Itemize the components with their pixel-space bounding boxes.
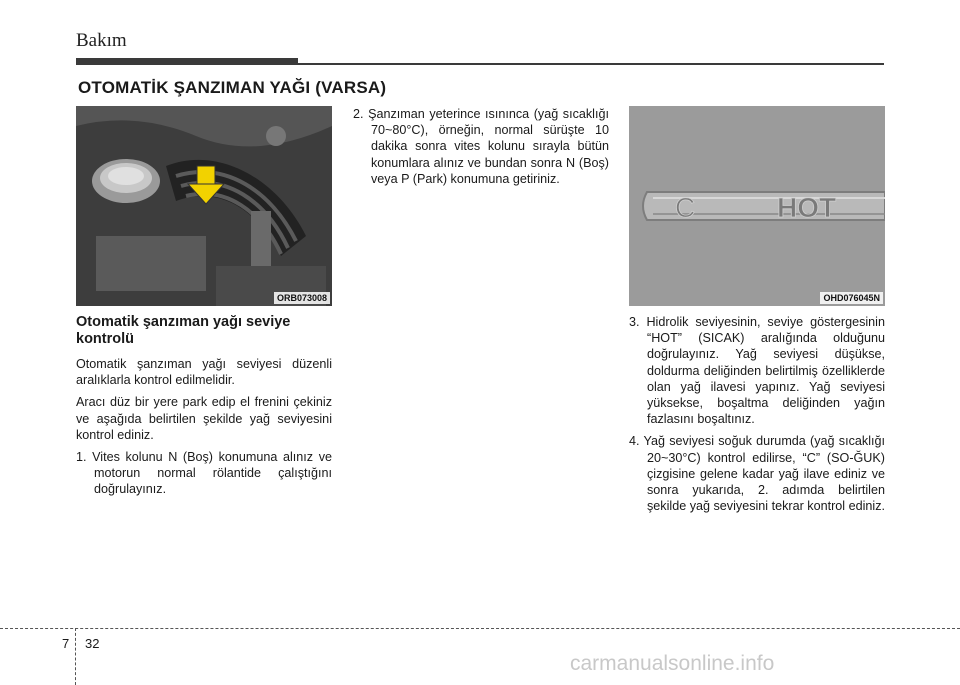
dipstick-hot-mark: HOT	[777, 192, 837, 223]
page-number: 32	[85, 636, 100, 651]
section-title: OTOMATİK ŞANZIMAN YAĞI (VARSA)	[78, 78, 387, 97]
dipstick-photo	[629, 106, 885, 306]
step-1: 1. Vites kolunu N (Boş) konumuna alınız ve motorun normal rölantide çalıştığını doğrulayınız.	[76, 450, 332, 497]
watermark: carmanualsonline.info	[570, 652, 775, 675]
paragraph-2: Aracı düz bir yere park edip el frenini çekiniz ve aşağıda belirtilen şekilde yağ seviyesini kontrol ediniz.	[76, 395, 332, 442]
column-2	[353, 106, 609, 193]
column-3	[629, 314, 885, 520]
step-4: 4. Yağ seviyesi soğuk durumda (yağ sıcaklığı 20~30°C) kontrol edilirse, “C” (SO-ĞUK) çizgisine gelene kadar yağ ilave ediniz ve sonra yukarıda, 2. adımda belirtilen şekilde yağ seviyesini tekrar kontrol ediniz.	[629, 434, 885, 514]
subsection-heading: Otomatik şanzıman yağı seviye kontrolü	[76, 314, 291, 347]
header-rule-thin	[298, 63, 884, 65]
chapter-number: 7	[62, 636, 70, 651]
header-rule-thick	[76, 58, 298, 65]
dipstick-c-mark: C	[675, 192, 696, 223]
figure-label-dipstick: OHD076045N	[820, 292, 883, 304]
engine-illustration	[76, 106, 332, 306]
column-1	[76, 314, 332, 504]
paragraph-1: Otomatik şanzıman yağı seviyesi düzenli aralıklarla kontrol edilmelidir.	[76, 357, 332, 388]
step-3: 3. Hidrolik seviyesinin, seviye göstergesinin “HOT” (SICAK) aralığında olduğunu doğrulayınız. Yağ seviyesi düşükse, doldurma deliğinden belirtilmiş özelliklerde olan yağ ilavesi yapınız. Yağ seviyesi yüksekse, boşaltma deliğinden yağın fazlasını boşaltınız.	[629, 315, 885, 427]
chapter-title: Bakım	[76, 30, 127, 51]
dipstick-illustration	[629, 106, 885, 306]
footer-divider	[75, 628, 76, 685]
figure-label-engine: ORB073008	[274, 292, 330, 304]
footer-rule	[0, 628, 960, 629]
engine-photo	[76, 106, 332, 306]
step-2: 2. Şanzıman yeterince ısınınca (yağ sıcaklığı 70~80°C), örneğin, normal sürüşte 10 dakika sonra vites kolunu sırayla bütün konumlara alınız ve bundan sonra N (Boş) veya P (Park) konumuna getiriniz.	[353, 107, 609, 186]
